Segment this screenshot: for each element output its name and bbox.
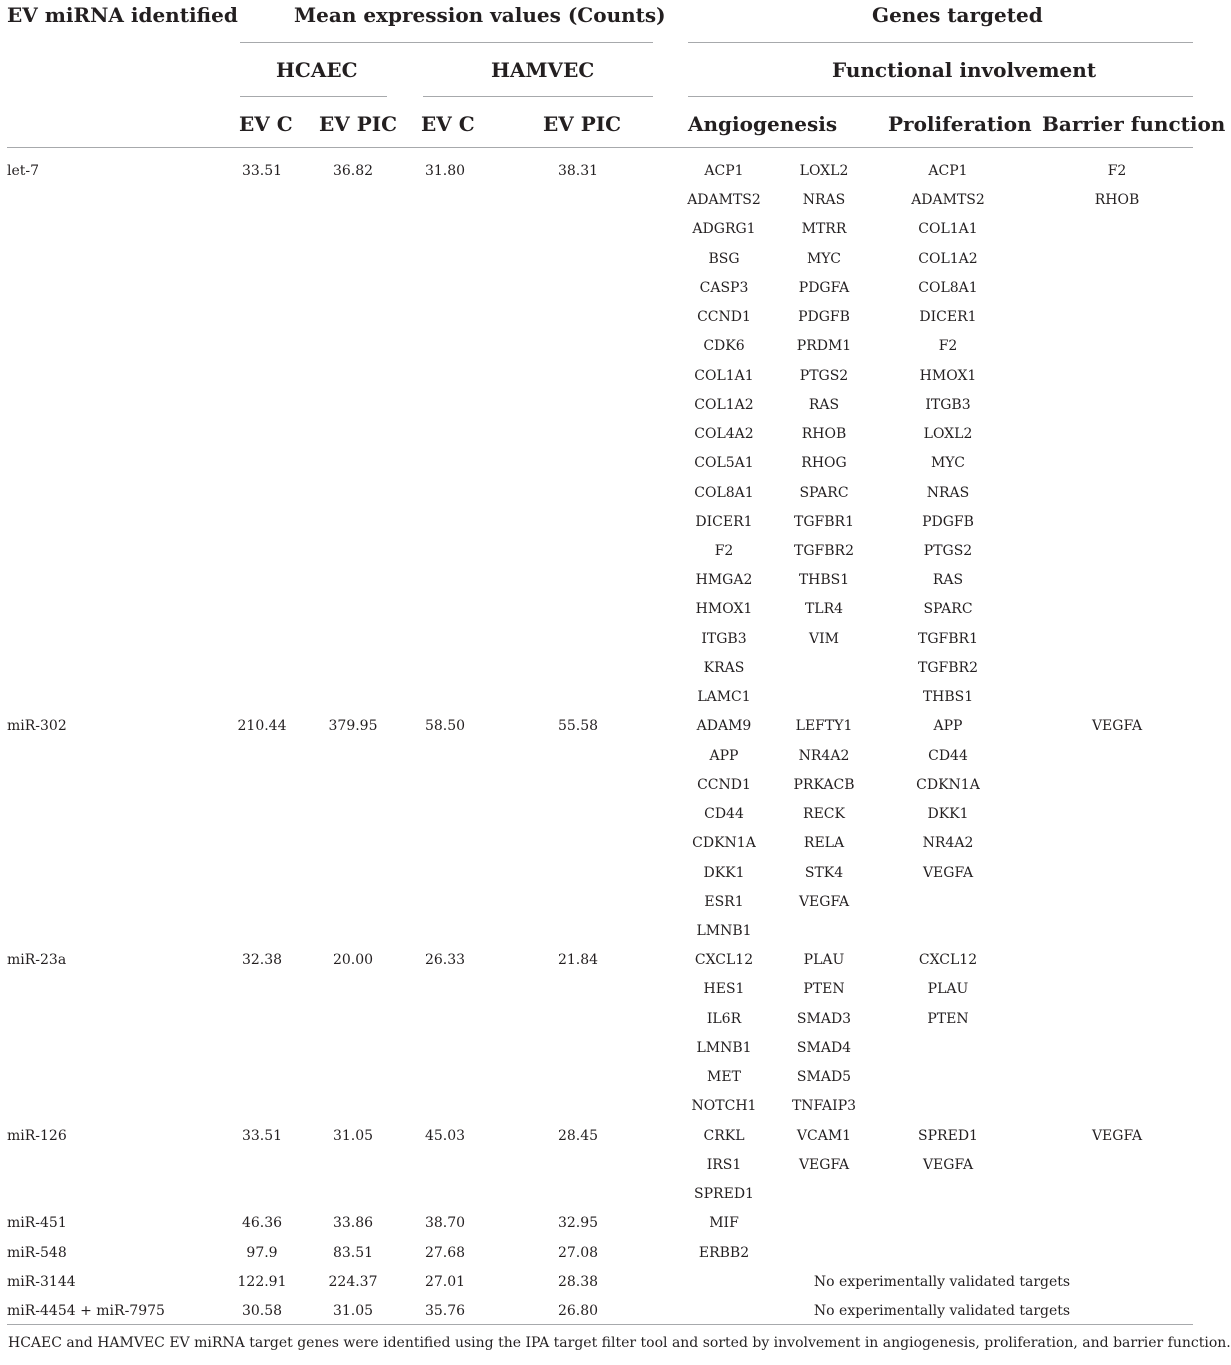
proliferation-gene: ACP1 [928, 163, 968, 179]
expression-value: 32.95 [557, 1215, 599, 1232]
proliferation-gene: CD44 [928, 747, 968, 764]
proliferation-gene: LOXL2 [923, 426, 973, 443]
rule-under-hamvec [423, 96, 653, 97]
angiogenesis-gene: MTRR [801, 221, 847, 238]
expression-value: 28.45 [557, 1127, 599, 1144]
angiogenesis-gene: LMNB1 [696, 922, 752, 939]
proliferation-gene: VEGFA [922, 1156, 974, 1173]
angiogenesis-gene: ACP1 [704, 163, 744, 179]
rule-table-bottom [7, 1324, 1193, 1325]
proliferation-gene: TGFBR2 [918, 659, 978, 676]
angiogenesis-gene: CDKN1A [692, 835, 756, 852]
proliferation-gene: MYC [930, 455, 966, 472]
expression-value: 38.70 [424, 1215, 466, 1232]
mirna-name: miR-4454 + miR-7975 [7, 1302, 165, 1319]
proliferation-gene: HMOX1 [919, 367, 977, 384]
proliferation-gene: PTEN [927, 1010, 969, 1027]
expression-value: 122.91 [237, 1273, 287, 1290]
header-hcaec: HCAEC [276, 58, 358, 82]
angiogenesis-gene: APP [709, 747, 739, 764]
expression-value: 26.33 [424, 952, 466, 969]
proliferation-gene: F2 [938, 338, 958, 355]
angiogenesis-gene: MIF [709, 1215, 739, 1232]
angiogenesis-gene: COL1A1 [694, 367, 754, 384]
proliferation-gene: RAS [932, 572, 964, 589]
expression-value: 27.68 [424, 1244, 466, 1261]
angiogenesis-gene: SPRED1 [694, 1186, 754, 1203]
proliferation-gene: APP [933, 718, 963, 735]
proliferation-gene: PLAU [927, 981, 969, 998]
expression-value: 26.80 [557, 1302, 599, 1319]
angiogenesis-gene: NR4A2 [798, 747, 850, 764]
proliferation-gene: SPRED1 [918, 1127, 978, 1144]
angiogenesis-gene: VIM [809, 630, 839, 647]
angiogenesis-gene: CCND1 [697, 776, 751, 793]
angiogenesis-gene: TNFAIP3 [791, 1098, 857, 1115]
barrier-gene: F2 [1107, 163, 1127, 179]
angiogenesis-gene: LAMC1 [697, 689, 751, 706]
mirna-name: let-7 [7, 163, 40, 179]
expression-value: 28.38 [557, 1273, 599, 1290]
angiogenesis-gene: RHOB [801, 426, 847, 443]
angiogenesis-gene: RHOG [801, 455, 847, 472]
expression-value: 30.58 [241, 1302, 283, 1319]
expression-value: 210.44 [237, 718, 287, 735]
expression-value: 27.08 [557, 1244, 599, 1261]
expression-value: 31.05 [332, 1127, 374, 1144]
angiogenesis-gene: CD44 [704, 806, 744, 823]
proliferation-gene: CXCL12 [918, 952, 978, 969]
angiogenesis-gene: ITGB3 [701, 630, 747, 647]
proliferation-gene: COL1A2 [918, 250, 978, 267]
angiogenesis-gene: NRAS [802, 192, 846, 209]
angiogenesis-gene: MYC [806, 250, 842, 267]
expression-value: 58.50 [424, 718, 466, 735]
header-hcaec-ev-c: EV C [239, 112, 293, 136]
rule-under-mean-expression [240, 42, 653, 43]
expression-value: 33.86 [332, 1215, 374, 1232]
rule-under-header [7, 147, 1193, 148]
angiogenesis-gene: THBS1 [798, 572, 850, 589]
angiogenesis-gene: STK4 [804, 864, 844, 881]
angiogenesis-gene: CRKL [703, 1127, 745, 1144]
expression-value: 20.00 [332, 952, 374, 969]
expression-value: 33.51 [241, 1127, 283, 1144]
angiogenesis-gene: TGFBR2 [794, 542, 854, 559]
angiogenesis-gene: COL1A2 [694, 396, 754, 413]
expression-value: 36.82 [332, 163, 374, 179]
proliferation-gene: THBS1 [922, 689, 974, 706]
proliferation-gene: ADAMTS2 [911, 192, 985, 209]
angiogenesis-gene: TLR4 [804, 601, 844, 618]
header-hamvec: HAMVEC [491, 58, 595, 82]
proliferation-gene: PTGS2 [923, 542, 973, 559]
angiogenesis-gene: CASP3 [699, 279, 749, 296]
mirna-name: miR-548 [7, 1244, 67, 1261]
angiogenesis-gene: F2 [714, 542, 734, 559]
header-hamvec-ev-c: EV C [421, 112, 475, 136]
angiogenesis-gene: COL8A1 [694, 484, 754, 501]
proliferation-gene: COL8A1 [918, 279, 978, 296]
header-angiogenesis: Angiogenesis [688, 112, 838, 136]
header-mean-expression: Mean expression values (Counts) [294, 3, 666, 27]
expression-value: 35.76 [424, 1302, 466, 1319]
angiogenesis-gene: VCAM1 [796, 1127, 852, 1144]
table-footnote: HCAEC and HAMVEC EV miRNA target genes were identified using the IPA target filter tool and sorted by involvement in angiogenesis, proliferation, and barrier function. [8, 1335, 1231, 1351]
proliferation-gene: SPARC [923, 601, 973, 618]
angiogenesis-gene: PLAU [803, 952, 845, 969]
angiogenesis-gene: SPARC [799, 484, 849, 501]
proliferation-gene: CDKN1A [916, 776, 980, 793]
mirna-name: miR-3144 [7, 1273, 76, 1290]
barrier-gene: RHOB [1094, 192, 1140, 209]
angiogenesis-gene: PRDM1 [796, 338, 852, 355]
expression-value: 38.31 [557, 163, 599, 179]
proliferation-gene: COL1A1 [918, 221, 978, 238]
angiogenesis-gene: PDGFB [798, 309, 850, 326]
proliferation-gene: DKK1 [927, 806, 969, 823]
angiogenesis-gene: MET [707, 1069, 741, 1086]
proliferation-gene: DICER1 [919, 309, 977, 326]
expression-value: 83.51 [332, 1244, 374, 1261]
angiogenesis-gene: SMAD4 [796, 1039, 852, 1056]
proliferation-gene: ITGB3 [925, 396, 971, 413]
expression-value: 379.95 [328, 718, 378, 735]
angiogenesis-gene: BSG [708, 250, 740, 267]
expression-value: 31.80 [424, 163, 466, 179]
angiogenesis-gene: TGFBR1 [794, 513, 854, 530]
angiogenesis-gene: PDGFA [798, 279, 850, 296]
angiogenesis-gene: VEGFA [798, 1156, 850, 1173]
expression-value: 97.9 [246, 1244, 278, 1261]
angiogenesis-gene: KRAS [703, 659, 745, 676]
header-proliferation: Proliferation [888, 112, 1032, 136]
angiogenesis-gene: CXCL12 [694, 952, 754, 969]
angiogenesis-gene: CCND1 [697, 309, 751, 326]
angiogenesis-gene: NOTCH1 [691, 1098, 757, 1115]
rule-under-functional [688, 96, 1193, 97]
angiogenesis-gene: LEFTY1 [795, 718, 853, 735]
angiogenesis-gene: ESR1 [704, 893, 744, 910]
angiogenesis-gene: SMAD3 [796, 1010, 852, 1027]
angiogenesis-gene: DICER1 [695, 513, 753, 530]
angiogenesis-gene: CDK6 [703, 338, 745, 355]
expression-value: 27.01 [424, 1273, 466, 1290]
angiogenesis-gene: RELA [803, 835, 845, 852]
angiogenesis-gene: ADAMTS2 [687, 192, 761, 209]
expression-value: 33.51 [241, 163, 283, 179]
proliferation-gene: NR4A2 [922, 835, 974, 852]
header-genes-targeted: Genes targeted [872, 3, 1043, 27]
expression-value: 31.05 [332, 1302, 374, 1319]
angiogenesis-gene: IRS1 [706, 1156, 742, 1173]
expression-value: 55.58 [557, 718, 599, 735]
proliferation-gene: PDGFB [922, 513, 974, 530]
mirna-name: miR-302 [7, 718, 67, 735]
angiogenesis-gene: PRKACB [793, 776, 855, 793]
angiogenesis-gene: IL6R [706, 1010, 742, 1027]
angiogenesis-gene: PTGS2 [799, 367, 849, 384]
angiogenesis-gene: DKK1 [703, 864, 745, 881]
angiogenesis-gene: SMAD5 [796, 1069, 852, 1086]
angiogenesis-gene: RECK [803, 806, 845, 823]
expression-value: 46.36 [241, 1215, 283, 1232]
header-hcaec-ev-pic: EV PIC [319, 112, 398, 136]
header-ev-mirna-identified: EV miRNA identified [7, 3, 238, 27]
angiogenesis-gene: HMOX1 [695, 601, 753, 618]
proliferation-gene: TGFBR1 [918, 630, 978, 647]
mirna-name: miR-451 [7, 1215, 67, 1232]
rule-under-hcaec [240, 96, 387, 97]
angiogenesis-gene: ERBB2 [698, 1244, 750, 1261]
angiogenesis-gene: RAS [808, 396, 840, 413]
barrier-gene: VEGFA [1091, 1127, 1143, 1144]
header-hamvec-ev-pic: EV PIC [543, 112, 622, 136]
angiogenesis-gene: PTEN [803, 981, 845, 998]
rule-under-genes-targeted [688, 42, 1193, 43]
no-targets-note: No experimentally validated targets [813, 1273, 1071, 1290]
header-functional-involvement: Functional involvement [832, 58, 1097, 82]
barrier-gene: VEGFA [1091, 718, 1143, 735]
angiogenesis-gene: COL4A2 [694, 426, 754, 443]
angiogenesis-gene: ADAM9 [696, 718, 752, 735]
expression-value: 21.84 [557, 952, 599, 969]
angiogenesis-gene: VEGFA [798, 893, 850, 910]
header-barrier-function: Barrier function [1042, 112, 1226, 136]
angiogenesis-gene: HMGA2 [695, 572, 753, 589]
expression-value: 45.03 [424, 1127, 466, 1144]
expression-value: 224.37 [328, 1273, 378, 1290]
angiogenesis-gene: LMNB1 [696, 1039, 752, 1056]
angiogenesis-gene: LOXL2 [799, 163, 849, 179]
proliferation-gene: NRAS [926, 484, 970, 501]
expression-value: 32.38 [241, 952, 283, 969]
angiogenesis-gene: ADGRG1 [692, 221, 756, 238]
angiogenesis-gene: HES1 [703, 981, 745, 998]
proliferation-gene: VEGFA [922, 864, 974, 881]
no-targets-note: No experimentally validated targets [813, 1302, 1071, 1319]
mirna-name: miR-126 [7, 1127, 67, 1144]
mirna-name: miR-23a [7, 952, 67, 969]
angiogenesis-gene: COL5A1 [694, 455, 754, 472]
